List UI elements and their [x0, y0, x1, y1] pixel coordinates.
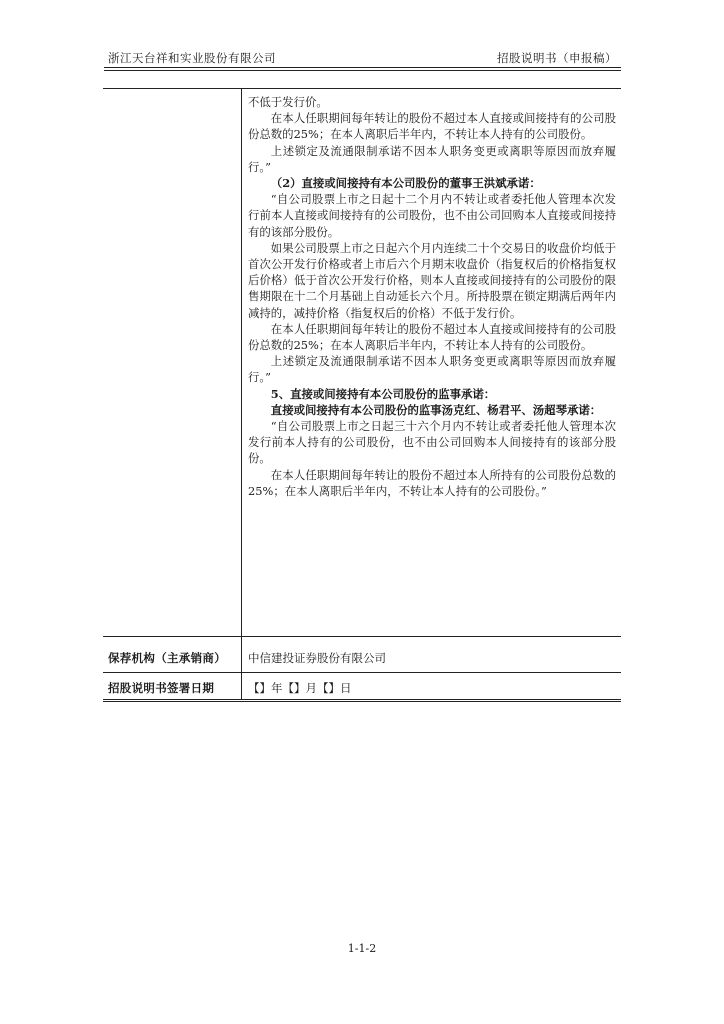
paragraph: 在本人任职期间每年转让的股份不超过本人直接或间接持有的公司股份总数的25%；在本人离职后半年内，不转让本人持有的公司股份。: [248, 111, 616, 142]
page-number: 1-1-2: [347, 942, 377, 955]
table-top-border: [103, 88, 621, 89]
company-name: 浙江天台祥和实业股份有限公司: [108, 51, 276, 65]
sponsor-label: 保荐机构（主承销商）: [108, 651, 226, 665]
paragraph: “自公司股票上市之日起十二个月内不转让或者委托他人管理本次发行前本人直接或间接持有的公司股份，也不由公司回购本人直接或间接持有的该部分股份。: [248, 192, 616, 239]
section-heading: （2）直接或间接持有本公司股份的董事王洪斌承诺：: [270, 176, 541, 191]
page-header: [104, 48, 621, 68]
paragraph: “自公司股票上市之日起三十六个月内不转让或者委托他人管理本次发行前本人持有的公司股份，也不由公司回购本人间接持有的该部分股份。: [248, 419, 616, 466]
table-bottom-border-double: [103, 701, 621, 702]
paragraph: 在本人任职期间每年转让的股份不超过本人所持有的公司股份总数的25%；在本人离职后半年内，不转让本人持有的公司股份。”: [248, 467, 616, 498]
paragraph: 如果公司股票上市之日起六个月内连续二十个交易日的收盘价均低于首次公开发行价格或者上市后六个月期末收盘价（指复权后的价格指复权后价格）低于首次公开发行价格，则本人直接或间接持有的公司股份的限售期限在十二个月基础上自动延长六个月。所持股票在锁定期满后两年内减持的，减持价格（指复权后的价格）不低于发行价。: [248, 240, 616, 320]
header-rule: [104, 67, 621, 68]
table-row-border: [103, 672, 621, 673]
table-column-divider: [241, 88, 242, 700]
paragraph: 不低于发行价。: [248, 95, 328, 109]
paragraph: 上述锁定及流通限制承诺不因本人职务变更或离职等原因而放弃履行。”: [248, 354, 616, 385]
paragraph: 上述锁定及流通限制承诺不因本人职务变更或离职等原因而放弃履行。”: [248, 143, 616, 174]
signing-date-value: 【】年【】月【】日: [248, 681, 352, 695]
document-title: 招股说明书（申报稿）: [497, 51, 617, 65]
header-rule-thin: [104, 70, 621, 71]
table-row-border: [103, 636, 621, 637]
sponsor-value: 中信建投证券股份有限公司: [248, 651, 386, 665]
paragraph: 在本人任职期间每年转让的股份不超过本人直接或间接持有的公司股份总数的25%；在本人离职后半年内，不转让本人持有的公司股份。: [248, 321, 616, 353]
table-bottom-border: [103, 699, 621, 700]
signing-date-label: 招股说明书签署日期: [108, 681, 215, 695]
section-heading: 直接或间接持有本公司股份的监事汤克红、杨君平、汤超琴承诺：: [270, 402, 602, 417]
commitment-text: [248, 94, 616, 499]
section-heading: 5、直接或间接持有本公司股份的监事承诺：: [270, 386, 496, 401]
